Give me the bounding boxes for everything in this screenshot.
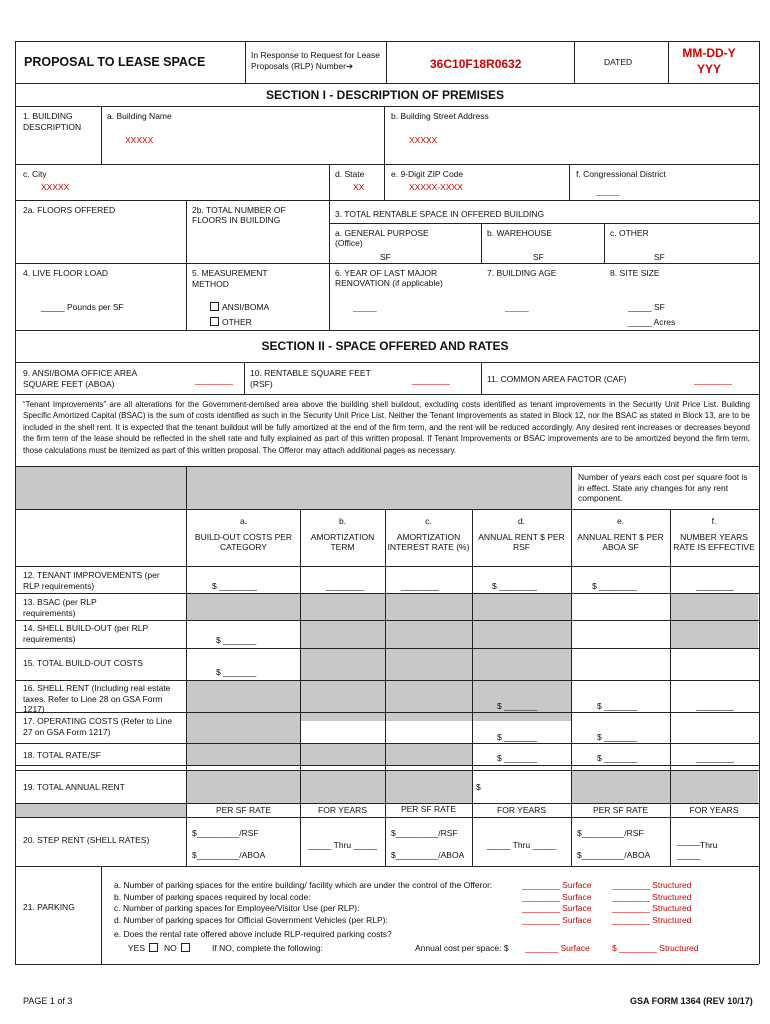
city-label: c. City [23, 169, 47, 179]
other-method-checkbox[interactable] [210, 317, 219, 326]
site-size-sf[interactable]: _____ SF [628, 302, 665, 312]
row-18-col-d[interactable]: $ _______ [497, 753, 538, 763]
rsf-value[interactable]: ________ [412, 375, 450, 385]
col-c-header: c. AMORTIZATION INTEREST RATE (%) [387, 516, 470, 552]
parking-d-surface[interactable]: ________ Surface [522, 915, 592, 925]
zip-label: e. 9-Digit ZIP Code [391, 169, 464, 179]
street-address-label: b. Building Street Address [391, 111, 489, 121]
step-1-thru[interactable]: _____ Thru _____ [307, 840, 378, 850]
col-f-header: f. NUMBER YEARS RATE IS EFFECTIVE [673, 516, 755, 552]
parking-yes-option[interactable] [128, 943, 161, 953]
row-13-label: 13. BSAC (per RLP requirements) [23, 597, 97, 618]
col-d-header: d. ANNUAL RENT $ PER RSF [478, 516, 565, 552]
row-17-col-e[interactable]: $ _______ [597, 732, 638, 742]
parking-yes-checkbox[interactable] [149, 943, 158, 952]
row-18-col-e[interactable]: $ _______ [597, 753, 638, 763]
rlp-label: In Response to Request for Lease Proposals (RLP) Number➔ [251, 50, 380, 71]
step-3-aboa[interactable]: $_________/ABOA [577, 850, 651, 860]
col-b-header: b. AMORTIZATION TERM [310, 516, 375, 552]
row-19-label: 19. TOTAL ANNUAL RENT [23, 782, 125, 792]
parking-no-option[interactable] [164, 943, 193, 953]
warehouse-unit[interactable]: SF [533, 252, 544, 262]
step-3-thru-label: Thru [700, 840, 718, 850]
row-16-col-d[interactable]: $ _______ [497, 701, 538, 711]
row-12-col-d[interactable]: $ ________ [492, 581, 537, 591]
renovation-value[interactable]: _____ [353, 302, 377, 312]
row-18-label: 18. TOTAL RATE/SF [23, 750, 101, 760]
parking-b-surface[interactable]: ________ Surface [522, 892, 592, 902]
parking-no-checkbox[interactable] [181, 943, 190, 952]
parking-yes-text: YES [128, 943, 146, 953]
ansi-boma-checkbox[interactable] [210, 302, 219, 311]
parking-a-label: a. Number of parking spaces for the entire building/ facility which are under the control of the Offeror: [114, 880, 493, 890]
parking-b-label: b. Number of parking spaces required by local code: [114, 892, 311, 902]
if-no-label: If NO, complete the following: [212, 943, 324, 953]
page-number: PAGE 1 of 3 [23, 996, 73, 1006]
general-purpose-label: a. GENERAL PURPOSE (Office) [335, 228, 429, 248]
caf-label: 11. COMMON AREA FACTOR (CAF) [487, 374, 627, 384]
building-age-value[interactable]: _____ [505, 302, 529, 312]
warehouse-label: b. WAREHOUSE [487, 228, 552, 238]
rlp-number[interactable]: 36C10F18R0632 [430, 57, 522, 71]
state-value[interactable]: XX [353, 182, 365, 192]
site-size-acres[interactable]: _____ Acres [628, 317, 676, 327]
row-16-col-f[interactable]: ________ [696, 701, 734, 711]
other-space-unit[interactable]: SF [654, 252, 665, 262]
parking-d-structured[interactable]: ________ Structured [612, 915, 692, 925]
aboa-label: 9. ANSI/BOMA OFFICE AREA SQUARE FEET (ABOA) [23, 368, 137, 389]
form-title: PROPOSAL TO LEASE SPACE [24, 55, 206, 69]
congressional-district-label: f. Congressional District [576, 169, 666, 179]
date-value[interactable]: MM-DD-YYYY [682, 46, 736, 76]
step-per-sf-2: PER SF RATE [400, 804, 457, 814]
live-load-label: 4. LIVE FLOOR LOAD [23, 268, 109, 278]
step-for-years-2: FOR YEARS [497, 805, 546, 815]
rentable-space-label: 3. TOTAL RENTABLE SPACE IN OFFERED BUILDING [335, 209, 545, 219]
parking-e-label: e. Does the rental rate offered above include RLP-required parking costs? [114, 929, 392, 939]
row-21-label: 21. PARKING [23, 902, 75, 912]
rsf-label: 10. RENTABLE SQUARE FEET (RSF) [250, 368, 371, 389]
step-per-sf-3: PER SF RATE [592, 805, 649, 815]
section-1-title: SECTION I - DESCRIPTION OF PREMISES [265, 88, 505, 102]
col-e-header: e. ANNUAL RENT $ PER ABOA SF [577, 516, 664, 552]
building-name-value[interactable]: XXXXX [125, 135, 154, 145]
annual-cost-label: Annual cost per space: $ [415, 943, 509, 953]
row-14-col-a[interactable]: $ _______ [216, 635, 257, 645]
row-12-label: 12. TENANT IMPROVEMENTS (per RLP requirements) [23, 570, 160, 591]
step-2-rsf[interactable]: $_________/RSF [391, 828, 458, 838]
floors-offered-label: 2a. FLOORS OFFERED [23, 205, 116, 215]
building-name-label: a. Building Name [107, 111, 172, 121]
step-for-years-1: FOR YEARS [318, 805, 367, 815]
row-15-col-a[interactable]: $ _______ [216, 667, 257, 677]
parking-a-surface[interactable]: ________ Surface [522, 880, 592, 890]
years-note: Number of years each cost per square foot is in effect. State any changes for any rent component. [578, 472, 748, 503]
ansi-boma-text: ANSI/BOMA [222, 302, 270, 312]
row-16-label: 16. SHELL RENT (Including real estate taxes. Refer to Line 28 on GSA Form 1217) [23, 683, 171, 714]
step-1-rsf[interactable]: $_________/RSF [192, 828, 259, 838]
row-17-col-d[interactable]: $ _______ [497, 732, 538, 742]
row-14-label: 14. SHELL BUILD-OUT (per RLP requirements) [23, 623, 149, 644]
ansi-boma-option[interactable] [210, 302, 269, 312]
section-2-title: SECTION II - SPACE OFFERED AND RATES [261, 339, 509, 353]
row-18-col-f[interactable]: ________ [696, 753, 734, 763]
row-15-label: 15. TOTAL BUILD-OUT COSTS [23, 658, 143, 668]
row-20-label: 20. STEP RENT (SHELL RATES) [23, 835, 150, 845]
row-12-col-b[interactable]: ________ [326, 581, 364, 591]
parking-no-text: NO [164, 943, 177, 953]
live-load-value[interactable]: _____ Pounds per SF [41, 302, 124, 312]
other-method-option[interactable] [210, 317, 252, 327]
parking-c-label: c. Number of parking spaces for Employee/Visitor Use (per RLP): [114, 903, 360, 913]
annual-cost-structured[interactable]: $ ________ Structured [612, 943, 699, 953]
caf-value[interactable]: ________ [694, 375, 732, 385]
parking-d-label: d. Number of parking spaces for Official Government Vehicles (per RLP): [114, 915, 388, 925]
general-purpose-unit[interactable]: SF [380, 252, 391, 262]
measurement-method-label: 5. MEASUREMENT METHOD [192, 268, 268, 289]
form-number: GSA FORM 1364 (REV 10/17) [630, 996, 753, 1006]
step-3-thru-start[interactable]: _____ [677, 836, 701, 846]
aboa-value[interactable]: ________ [195, 375, 233, 385]
city-value[interactable]: XXXXX [41, 182, 70, 192]
row-17-label: 17. OPERATING COSTS (Refer to Line 27 on GSA Form 1217) [23, 716, 173, 737]
row-16-col-e[interactable]: $ _______ [597, 701, 638, 711]
step-2-aboa[interactable]: $_________/ABOA [391, 850, 465, 860]
site-size-label: 8. SITE SIZE [610, 268, 660, 278]
row-12-col-f[interactable]: ________ [696, 581, 734, 591]
building-description-label: 1. BUILDING DESCRIPTION [23, 111, 82, 132]
row-12-col-a[interactable]: $ ________ [212, 581, 257, 591]
parking-a-structured[interactable]: ________ Structured [612, 880, 692, 890]
tenant-improvements-paragraph: “Tenant Improvements” are all alterations for the Government-demised area above the building shell buildout, excluding costs identified as tenant improvements in the Security Unit Price List. Building Specific Amortized Capital (BSAC) is the sum of costs identified as such in the Security Unit Price List. Neither the Tenant Improvements as stated in Block 12, nor the BSAC as stated in Block 13, are to be included in the shell rent. It is expected that the tenant buildout will be fully amortized at the end of the firm term, and the rent will be reduced accordingly. Any desired rent increases or decreases beyond the firm term of the lease should be reflected in the shell rate and fully explained as part of this written proposal. If Tenant Improvements or BSAC improvements are to be amortized beyond the firm term, those calculations must be itemized as part of this written proposal. The Offeror may attach additional pages as necessary. [23, 400, 750, 455]
step-2-thru[interactable]: _____ Thru _____ [486, 840, 557, 850]
zip-value[interactable]: XXXXX-XXXX [409, 182, 463, 192]
step-3-rsf[interactable]: $_________/RSF [577, 828, 644, 838]
step-per-sf-1: PER SF RATE [215, 805, 272, 815]
parking-b-structured[interactable]: ________ Structured [612, 892, 692, 902]
step-for-years-3: FOR YEARS [689, 805, 739, 815]
street-address-value[interactable]: XXXXX [409, 135, 438, 145]
row-19-col-d[interactable]: $ [476, 782, 481, 792]
building-age-label: 7. BUILDING AGE [487, 268, 557, 278]
dated-label: DATED [604, 57, 633, 67]
total-floors-label: 2b. TOTAL NUMBER OF FLOORS IN BUILDING [192, 205, 286, 225]
parking-c-surface[interactable]: ________ Surface [522, 903, 592, 913]
row-12-col-e[interactable]: $ ________ [592, 581, 637, 591]
other-space-label: c. OTHER [610, 228, 649, 238]
row-12-col-c[interactable]: ________ [401, 581, 439, 591]
col-a-header: a. BUILD-OUT COSTS PER CATEGORY [194, 516, 293, 552]
other-method-text: OTHER [222, 317, 252, 327]
annual-cost-surface[interactable]: _______ Surface [525, 943, 590, 953]
parking-c-structured[interactable]: ________ Structured [612, 903, 692, 913]
state-label: d. State [335, 169, 365, 179]
congressional-district-value[interactable]: _____ [596, 186, 620, 196]
step-1-aboa[interactable]: $_________/ABOA [192, 850, 266, 860]
step-3-thru-end[interactable]: _____ [677, 850, 701, 860]
renovation-label: 6. YEAR OF LAST MAJOR RENOVATION (if applicable) [335, 268, 443, 288]
